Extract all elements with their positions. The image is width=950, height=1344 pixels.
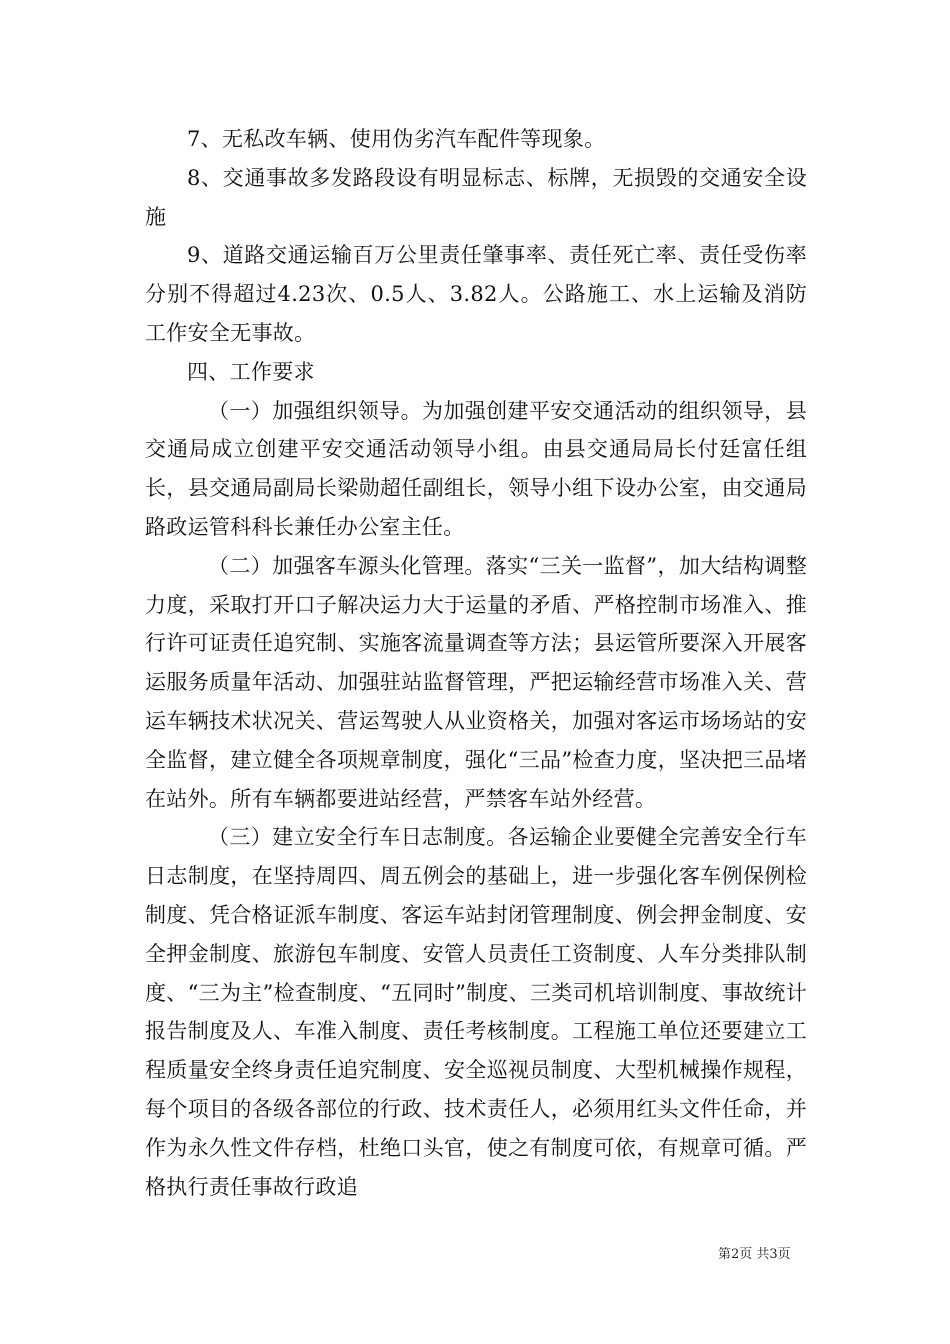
paragraph-item-9: 9、道路交通运输百万公里责任肇事率、责任死亡率、责任受伤率分别不得超过4.23次、0.5人、3.82人。公路施工、水上运输及消防工作安全无事故。 — [145, 243, 807, 345]
paragraph-passenger-vehicle-management: （二）加强客车源头化管理。落实“三关一监督”，加大结构调整力度，采取打开口子解决运力大于运量的矛盾、严格控制市场准入、推行许可证责任追究制、实施客流量调查等方法；县运管所要深入开展客运服务质量年活动、加强驻站监督管理，严把运输经营市场准入关、营运车辆技术状况关、营运驾驶人从业资格关，加强对客运市场场站的安全监督，建立健全各项规章制度，强化“三品”检查力度，坚决把三品堵在站外。所有车辆都要进站经营，严禁客车站外经营。 — [145, 553, 807, 811]
paragraph-item-8: 8、交通事故多发路段设有明显标志、标牌，无损毁的交通安全设施 — [145, 165, 807, 229]
document-body — [145, 120, 807, 1206]
page-number: 第2页 共3页 — [718, 1247, 791, 1262]
paragraph-driving-log-system: （三）建立安全行车日志制度。各运输企业要健全完善安全行车日志制度，在坚持周四、周五例会的基础上，进一步强化客车例保例检制度、凭合格证派车制度、客运车站封闭管理制度、例会押金制度、安全押金制度、旅游包车制度、安管人员责任工资制度、人车分类排队制度、“三为主”检查制度、“五同时”制度、三类司机培训制度、事故统计报告制度及人、车准入制度、责任考核制度。工程施工单位还要建立工程质量安全终身责任追究制度、安全巡视员制度、大型机械操作规程，每个项目的各级各部位的行政、技术责任人，必须用红头文件任命，并作为永久性文件存档，杜绝口头官，使之有制度可依，有规章可循。严格执行责任事故行政追 — [145, 825, 807, 1199]
paragraph-item-7: 7、无私改车辆、使用伪劣汽车配件等现象。 — [187, 127, 606, 151]
paragraph-organization-leadership: （一）加强组织领导。为加强创建平安交通活动的组织领导，县交通局成立创建平安交通活动领导小组。由县交通局局长付廷富任组长，县交通局副局长梁勋超任副组长，领导小组下设办公室，由交通局路政运管科科长兼任办公室主任。 — [145, 398, 807, 539]
section-heading-work-requirements: 四、工作要求 — [187, 359, 315, 384]
